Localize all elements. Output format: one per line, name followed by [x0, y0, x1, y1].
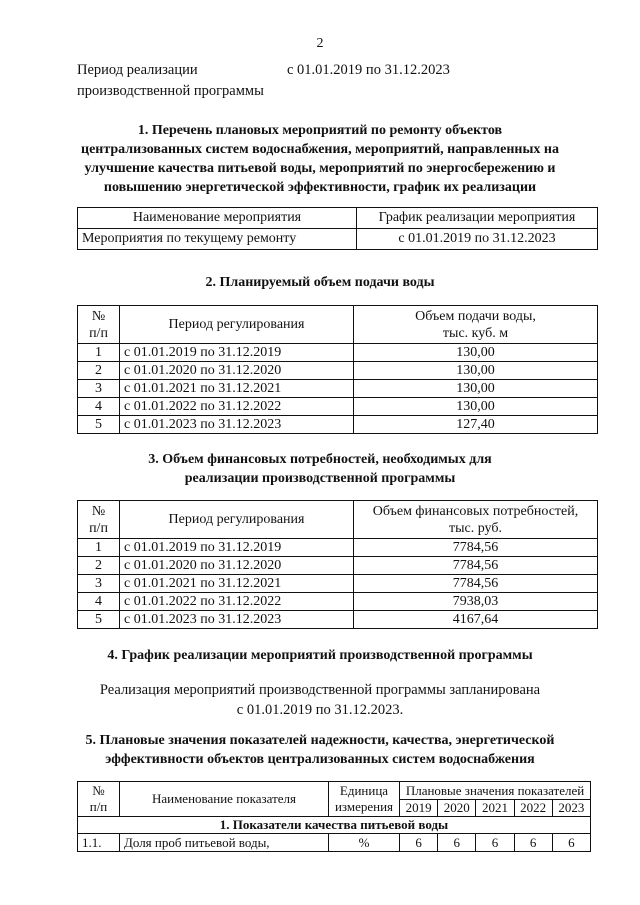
indicators-header-year: 2021	[476, 800, 514, 817]
finance-header-amount: Объем финансовых потребностей, тыс. руб.	[354, 501, 598, 539]
section4-text: Реализация мероприятий производственной программы запланирована с 01.01.2019 по 31.12.2023.	[99, 682, 541, 718]
events-header-schedule: График реализации мероприятия	[357, 208, 598, 229]
indicators-group-title: 1. Показатели качества питьевой воды	[78, 817, 591, 834]
supply-header-volume: Объем подачи воды, тыс. куб. м	[354, 306, 598, 344]
section1-title: 1. Перечень плановых мероприятий по ремонту объектов централизованных систем водоснабжения, мероприятий, направленных на улучшение качества питьевой воды, мероприятий по энергосбережению и повышению энергетической эффективности, график их реализации	[81, 123, 559, 195]
page-number: 2	[316, 36, 324, 51]
table-row: 3 с 01.01.2021 по 31.12.2021 7784,56	[78, 575, 598, 593]
water-supply-table	[77, 305, 598, 434]
section3-title: 3. Объем финансовых потребностей, необходимых для реализации производственной программы	[148, 452, 492, 486]
table-row: 2 с 01.01.2020 по 31.12.2020 7784,56	[78, 557, 598, 575]
section5-title: 5. Плановые значения показателей надежности, качества, энергетической эффективности объектов централизованных систем водоснабжения	[85, 733, 555, 767]
events-header-name: Наименование мероприятия	[78, 208, 357, 229]
table-row: 5 с 01.01.2023 по 31.12.2023 127,40	[78, 416, 598, 434]
table-row: 2 с 01.01.2020 по 31.12.2020 130,00	[78, 362, 598, 380]
period-label: Период реализации производственной программы	[77, 62, 264, 99]
table-row: 4 с 01.01.2022 по 31.12.2022 7938,03	[78, 593, 598, 611]
indicators-header-name: Наименование показателя	[120, 782, 329, 817]
events-table	[77, 207, 598, 250]
indicators-header-unit: Единица измерения	[329, 782, 400, 817]
table-row: 1 с 01.01.2019 по 31.12.2019 130,00	[78, 344, 598, 362]
supply-header-period: Период регулирования	[120, 306, 354, 344]
section4-title: 4. График реализации мероприятий производственной программы	[107, 648, 533, 663]
table-row: 1 с 01.01.2019 по 31.12.2019 7784,56	[78, 539, 598, 557]
supply-header-num: № п/п	[78, 306, 120, 344]
indicators-header-year: 2019	[400, 800, 438, 817]
table-row: 5 с 01.01.2023 по 31.12.2023 4167,64	[78, 611, 598, 629]
table-row: 4 с 01.01.2022 по 31.12.2022 130,00	[78, 398, 598, 416]
table-row: 1.1. Доля проб питьевой воды, % 6 6 6 6 6	[78, 834, 591, 852]
indicators-header-num: № п/п	[78, 782, 120, 817]
indicators-header-year: 2023	[552, 800, 590, 817]
period-value: с 01.01.2019 по 31.12.2023	[287, 62, 450, 78]
finance-header-num: № п/п	[78, 501, 120, 539]
section2-title: 2. Планируемый объем подачи воды	[205, 275, 435, 290]
program-period	[77, 60, 597, 102]
indicators-header-year: 2020	[438, 800, 476, 817]
indicators-table	[77, 781, 591, 852]
table-row: Мероприятия по текущему ремонту с 01.01.2019 по 31.12.2023	[78, 229, 598, 250]
indicators-header-planned: Плановые значения показателей	[400, 782, 591, 800]
finance-header-period: Период регулирования	[120, 501, 354, 539]
indicators-header-year: 2022	[514, 800, 552, 817]
financial-needs-table	[77, 500, 598, 629]
table-row: 3 с 01.01.2021 по 31.12.2021 130,00	[78, 380, 598, 398]
